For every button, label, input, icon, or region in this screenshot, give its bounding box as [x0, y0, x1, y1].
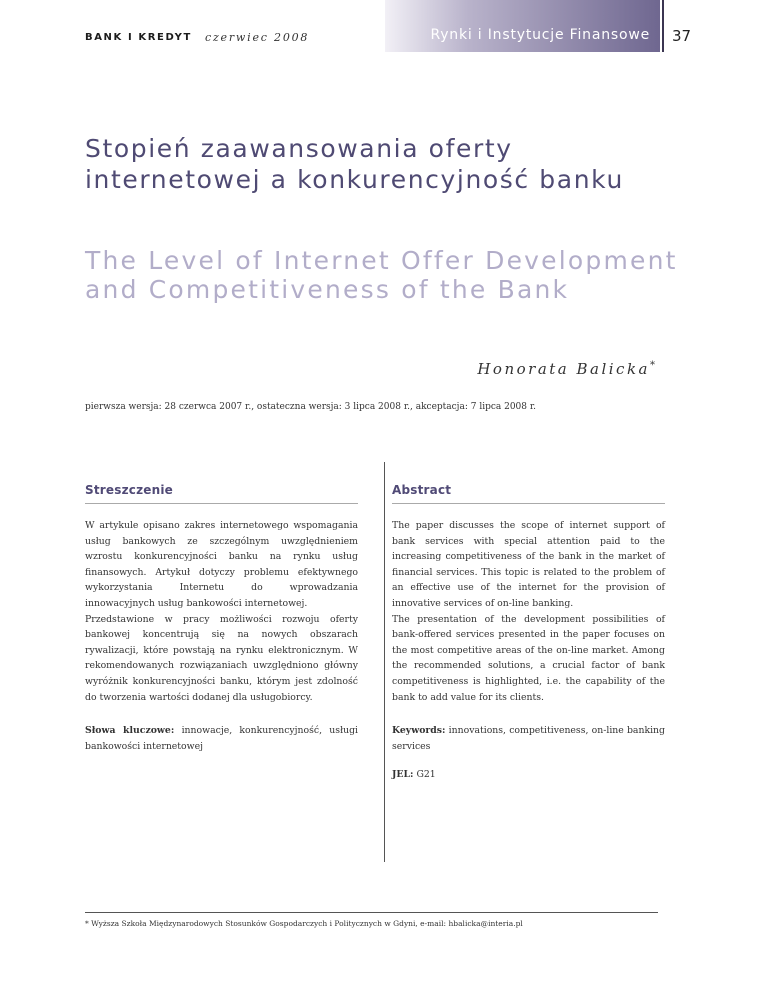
heading-rule [392, 503, 665, 504]
title-english: The Level of Internet Offer Development and Competitiveness of the Bank [85, 246, 678, 304]
keywords-english [392, 723, 665, 754]
column-divider [384, 462, 385, 862]
title-polish: Stopień zaawansowania oferty internetowej a konkurencyjność banku [85, 134, 624, 194]
submission-dates: pierwsza wersja: 28 czerwca 2007 r., ostateczna wersja: 3 lipca 2008 r., akceptacja: 7 lipca 2008 r. [85, 402, 537, 412]
page-number: 37 [672, 27, 692, 45]
jel-value: G21 [416, 769, 436, 780]
section-title: Rynki i Instytucje Finansowe [430, 27, 650, 43]
keywords-label: Słowa kluczowe: [85, 725, 175, 736]
journal-name: BANK I KREDYT [85, 32, 192, 43]
author [400, 360, 655, 378]
keywords-text: innowacje, konkurencyjność, usługi bankowości internetowej [85, 725, 358, 752]
abstract-heading-english: Abstract [392, 483, 452, 497]
footnote-rule [85, 912, 658, 913]
abstract-heading-polish: Streszczenie [85, 483, 173, 497]
keywords-label: Keywords: [392, 725, 446, 736]
author-footnote-mark: * [650, 360, 655, 371]
issue-date: czerwiec 2008 [205, 31, 310, 44]
keywords-text: innovations, competitiveness, on-line banking services [392, 725, 665, 752]
header-divider [662, 0, 664, 52]
jel-code [392, 769, 436, 780]
jel-label: JEL: [392, 769, 414, 780]
abstract-paragraph: The paper discusses the scope of internet support of bank services with special attention paid to the increasing competitiveness of the bank in the market of financial services. This topic is related to the problem of an effective use of the internet for the provision of innovative services of on-line banking. [392, 520, 665, 609]
abstract-paragraph: W artykule opisano zakres internetowego wspomagania usług bankowych ze szczególnym uwzględnieniem wzrostu konkurencyjności banku na rynku usług finansowych. Artykuł dotyczy problemu efektywnego wykorzystania Internetu do wprowadzania innowacyjnych usług bankowości internetowej. [85, 520, 358, 609]
author-name: Honorata Balicka [477, 360, 650, 378]
footnote: * Wyższa Szkoła Międzynarodowych Stosunków Gospodarczych i Politycznych w Gdyni, e-mail: hbalicka@interia.pl [85, 919, 523, 928]
abstract-paragraph: The presentation of the development possibilities of bank-offered services presented in the paper focuses on the most competitive areas of the on-line market. Among the recommended solutions, a crucial factor of bank competitiveness is highlighted, i.e. the capability of the bank to add value for its clients. [392, 613, 665, 703]
keywords-polish [85, 723, 358, 754]
abstract-paragraph: Przedstawione w pracy możliwości rozwoju oferty bankowej koncentrują się na nowych obszarach rywalizacji, które powstają na rynku elektronicznym. W rekomendowanych rozwiązaniach uwzględniono główny wyróżnik konkurencyjności banku, którym jest zdolność do tworzenia wartości dodanej dla usługobiorcy. [85, 613, 358, 703]
abstract-english [392, 483, 665, 705]
header-gradient-band [385, 0, 660, 52]
heading-rule [85, 503, 358, 504]
abstract-polish [85, 483, 358, 705]
